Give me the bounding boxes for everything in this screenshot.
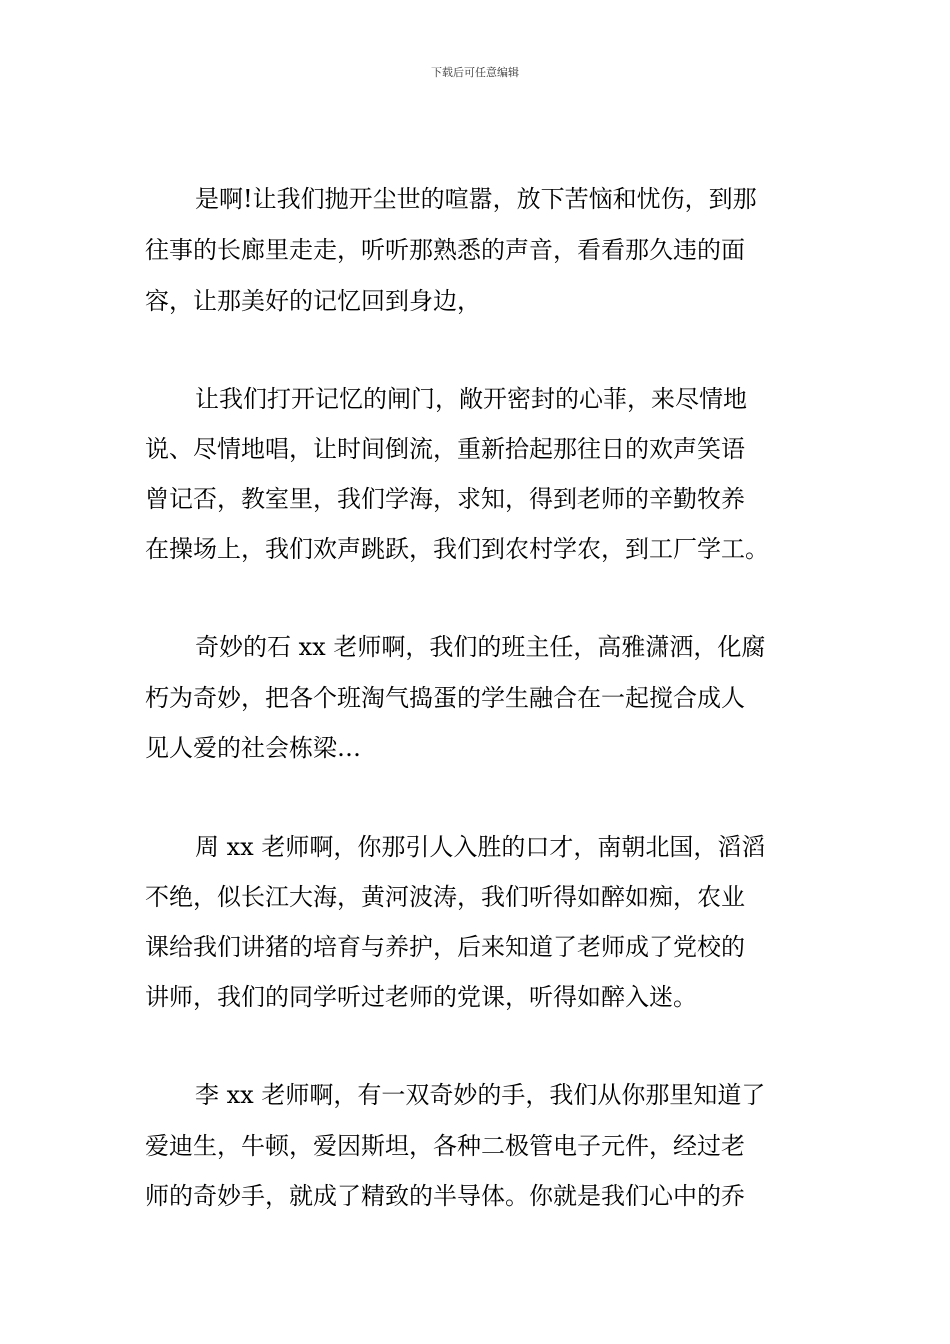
page-header: 下载后可任意编辑 — [431, 66, 519, 79]
paragraph-5-line-3: 师的奇妙手，就成了精致的半导体。你就是我们心中的乔 — [145, 1182, 745, 1210]
paragraph-2-line-3: 曾记否，教室里，我们学海，求知，得到老师的辛勤牧养 — [145, 485, 745, 513]
paragraph-2-line-2: 说、尽情地唱，让时间倒流，重新拾起那往日的欢声笑语 — [145, 435, 745, 463]
paragraph-4-line-3: 课给我们讲猪的培育与养护，后来知道了老师成了党校的 — [145, 933, 745, 961]
paragraph-1-line-1: 是啊!让我们抛开尘世的喧嚣，放下苦恼和忧伤，到那 — [195, 185, 757, 213]
paragraph-3-line-1: 奇妙的石 xx 老师啊，我们的班主任，高雅潇洒，化腐 — [195, 633, 766, 661]
paragraph-3-line-3: 见人爱的社会栋梁… — [145, 734, 361, 762]
paragraph-5-line-1: 李 xx 老师啊，有一双奇妙的手，我们从你那里知道了 — [195, 1081, 766, 1109]
paragraph-3-line-2: 朽为奇妙，把各个班淘气捣蛋的学生融合在一起搅合成人 — [145, 684, 745, 712]
paragraph-4-line-4: 讲师，我们的同学听过老师的党课，听得如醉入迷。 — [145, 983, 697, 1011]
paragraph-2-line-4: 在操场上，我们欢声跳跃，我们到农村学农，到工厂学工。 — [145, 535, 769, 563]
paragraph-1-line-2: 往事的长廊里走走，听听那熟悉的声音，看看那久违的面 — [145, 236, 745, 264]
paragraph-1-line-3: 容，让那美好的记忆回到身边， — [145, 287, 481, 315]
paragraph-4-line-1: 周 xx 老师啊，你那引人入胜的口才，南朝北国，滔滔 — [195, 833, 766, 861]
paragraph-2-line-1: 让我们打开记忆的闸门，敞开密封的心菲，来尽情地 — [195, 385, 747, 413]
paragraph-5-line-2: 爱迪生，牛顿，爱因斯坦，各种二极管电子元件，经过老 — [145, 1132, 745, 1160]
paragraph-4-line-2: 不绝，似长江大海，黄河波涛，我们听得如醉如痴，农业 — [145, 883, 745, 911]
